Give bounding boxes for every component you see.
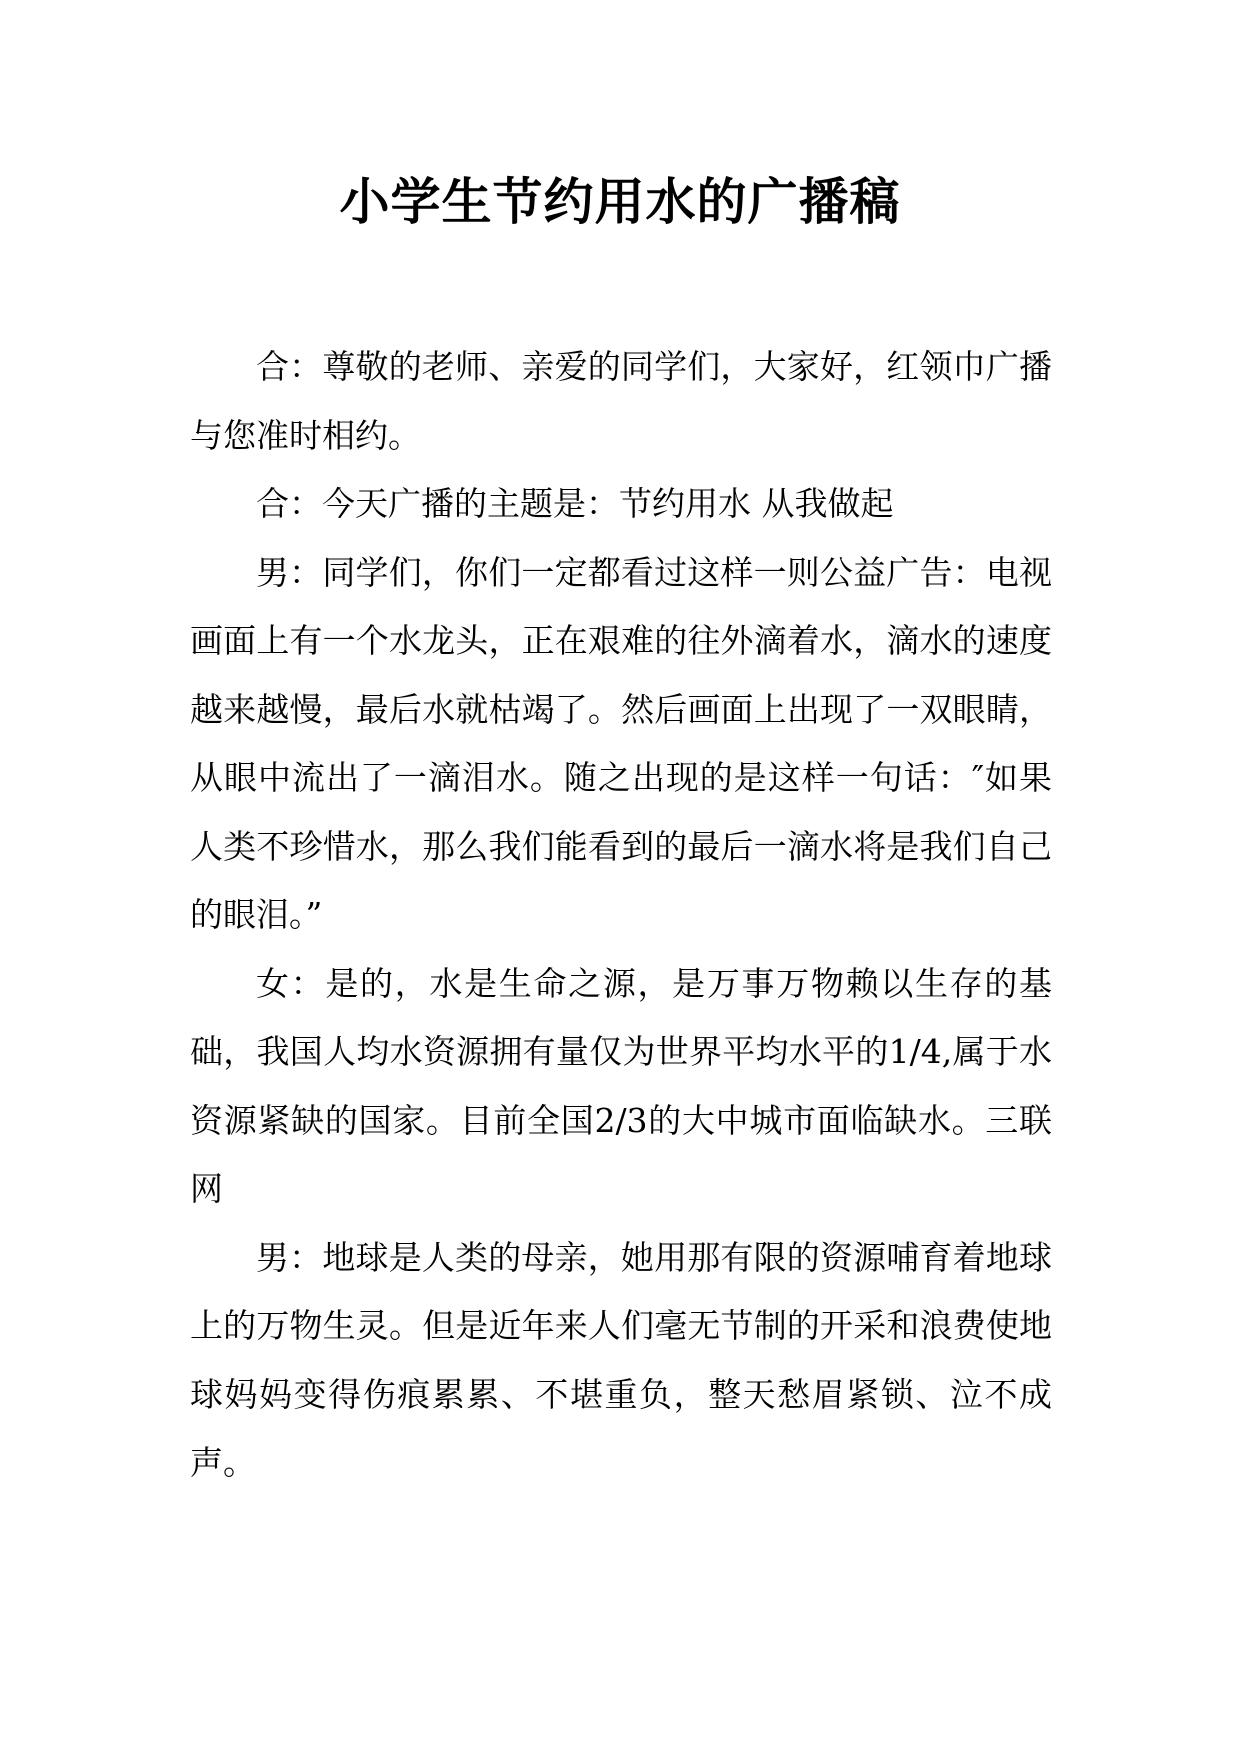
paragraph-1: 合：尊敬的老师、亲爱的同学们，大家好，红领巾广播与您准时相约。 [190,347,1052,455]
document-title: 小学生节约用水的广播稿 [339,173,901,231]
paragraph-3: 男：同学们，你们一定都看过这样一则公益广告：电视画面上有一个水龙头，正在艰难的往外滴着水，滴水的速度越来越慢，最后水就枯竭了。然后画面上出现了一双眼睛，从眼中流出了一滴泪水。随之出现的是这样一句话：″如果人类不珍惜水，那么我们能看到的最后一滴水将是我们自己的眼泪。” [190,552,1052,934]
paragraph-5: 男：地球是人类的母亲，她用那有限的资源哺育着地球上的万物生灵。但是近年来人们毫无节制的开采和浪费使地球妈妈变得伤痕累累、不堪重负，整天愁眉紧锁、泣不成声。 [190,1237,1052,1482]
paragraph-2: 合：今天广播的主题是：节约用水 从我做起 [256,484,894,523]
document-body [190,333,1052,1498]
paragraph-4: 女：是的，水是生命之源，是万事万物赖以生存的基础，我国人均水资源拥有量仅为世界平均水平的1/4,属于水资源紧缺的国家。目前全国2/3的大中城市面临缺水。三联网 [190,963,1052,1208]
